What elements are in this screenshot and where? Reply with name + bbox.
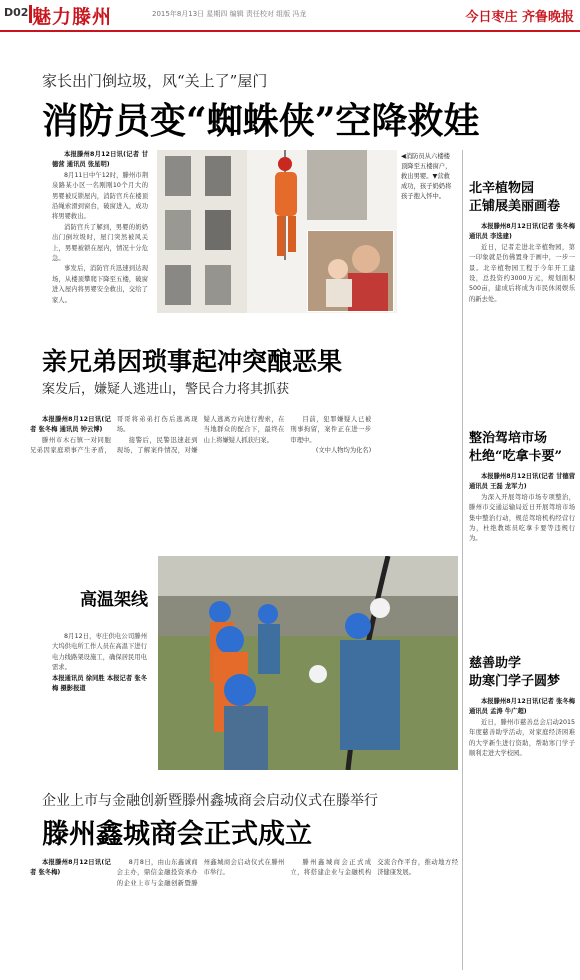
story2-paragraph: 滕州市木石镇一对同胞兄弟因家庭琐事产生矛盾，哥哥将弟弟打伤后逃离现场。: [30, 416, 198, 455]
side2-byline: 本报滕州8月12日讯(记者 甘德营 通讯员 王磊 龙军力): [469, 473, 575, 491]
story1-caption: ◀消防员从六楼楼顶降至五楼窗户，救出男婴。▼营救成功，孩子奶奶将孩子抱入怀中。: [401, 153, 452, 200]
side3-title-line: 助寒门学子圆梦: [469, 674, 561, 689]
story4-headline: 滕州鑫城商会正式成立: [42, 819, 312, 850]
story4-paragraph: 滕州鑫城商会正式成立，将搭建企业与金融机构交流合作平台，推动地方经济健康发展。: [290, 859, 458, 877]
story4-body: [30, 858, 458, 973]
section-title: 魅力滕州: [32, 6, 113, 28]
story2-subhead: 案发后，嫌疑人逃进山，警民合力将其抓获: [42, 382, 290, 397]
powerline-photo-art: [158, 556, 458, 770]
column-divider: [462, 150, 463, 970]
powerline-photo: [158, 556, 458, 770]
story2-byline: 本报滕州8月12日讯(记者 张冬梅 通讯员 钟云博): [30, 416, 111, 434]
story2-headline: 亲兄弟因琐事起冲突酿恶果: [42, 347, 343, 376]
story1-body: [52, 150, 148, 315]
inset-photo: [307, 230, 394, 312]
story3-body: [52, 632, 147, 722]
story3-title: 高温架线: [80, 590, 148, 610]
side2-title-line: 杜绝“吃拿卡要”: [469, 449, 562, 464]
story3-byline: 本报通讯员 徐同胜 本报记者 张冬梅 摄影报道: [52, 674, 147, 693]
story1-byline: 本报滕州8月12日讯(记者 甘德营 通讯员 张星明): [52, 151, 148, 169]
side2-title-line: 整治驾培市场: [469, 431, 548, 446]
inset-photo-art: [308, 231, 393, 311]
newspaper-brand: 今日枣庄 齐鲁晚报: [465, 10, 574, 25]
story2-body: [30, 415, 458, 550]
side3-title: [469, 655, 577, 691]
side3-paragraph: 近日，滕州市慈善总会启动2015年度慈善助学活动，对家庭经济困难的大学新生进行资助，帮助寒门学子顺利走进大学校园。: [469, 718, 575, 758]
story1-paragraph: 8月11日中午12时，滕州市荆泉路某小区一名刚刚10个月大的男婴被反锁屋内，消防官兵在楼顶沿绳索滑到窗台，破窗进入，成功将男婴救出。: [52, 171, 148, 221]
story1-paragraph: 事发后，消防官兵迅速到达现场，从楼顶攀爬下降至五楼，破窗进入屋内将男婴安全救出，交给了家人。: [52, 265, 148, 304]
side1-paragraph: 近日，记者走进北辛植物园，第一印象就是仿佛置身于画中，一步一景。北辛植物园工程于今年开工建设，总投资约3000万元，规划面积500亩，建成后将成为市民休闲娱乐的新去处。: [469, 243, 575, 303]
story2-paragraph: 接警后，民警迅速赶到现场，了解案件情况，对嫌疑人逃离方向进行搜索，在当地群众的配合下，最终在山上将嫌疑人抓获归案。: [116, 416, 285, 455]
story3-paragraph: 8月12日，枣庄供电公司滕州大坞供电所工作人员在高温下进行电力线路架设施工，确保居民用电需求。: [52, 633, 147, 672]
story4-kicker: 企业上市与金融创新暨滕州鑫城商会启动仪式在滕举行: [42, 793, 378, 809]
side1-title-line: 北辛植物园: [469, 181, 535, 196]
issue-meta: 2015年8月13日 星期四 编辑 责任校对 组版 冯龙: [152, 10, 307, 18]
story4-paragraph: 8月8日，由山东鑫诚商会主办，鼎信金融投资承办的企业上市与金融创新暨滕州鑫城商会启动仪式在滕州市举行。: [116, 859, 285, 887]
side2-paragraph: 为深入开展驾培市场专项整治，滕州市交通运输局近日开展驾培市场集中整治行动，规范驾培机构经营行为，杜绝教练员吃拿卡要等违规行为。: [469, 493, 575, 543]
side1-title: [469, 180, 577, 216]
story1-kicker: 家长出门倒垃圾，风“关上了”屋门: [42, 72, 268, 90]
side1-title-line: 正铺展美丽画卷: [469, 199, 561, 214]
story4-byline: 本报滕州8月12日讯(记者 张冬梅): [30, 859, 111, 877]
story2-paragraph: 目前，犯罪嫌疑人已被刑事拘留，案件正在进一步审理中。: [290, 416, 372, 444]
side3-title-line: 慈善助学: [469, 656, 522, 671]
side1-byline: 本报滕州8月12日讯(记者 张冬梅 通讯员 李选建): [469, 223, 575, 241]
side3-body: [469, 697, 575, 972]
masthead: [0, 0, 580, 32]
side2-body: [469, 472, 575, 642]
side2-title: [469, 430, 577, 466]
side1-body: [469, 222, 575, 412]
story2-credit: (文中人物均为化名): [315, 447, 372, 455]
story1-headline: 消防员变“蜘蛛侠”空降救娃: [42, 100, 480, 142]
side3-byline: 本报滕州8月12日讯(记者 张冬梅 通讯员 孟涛 牛广超): [469, 698, 575, 716]
page-number: D02: [4, 6, 29, 19]
story1-paragraph: 消防官兵了解到，男婴的奶奶出门倒垃圾时，屋门突然被风关上，男婴被锁在屋内，情况十分危急。: [52, 223, 148, 263]
